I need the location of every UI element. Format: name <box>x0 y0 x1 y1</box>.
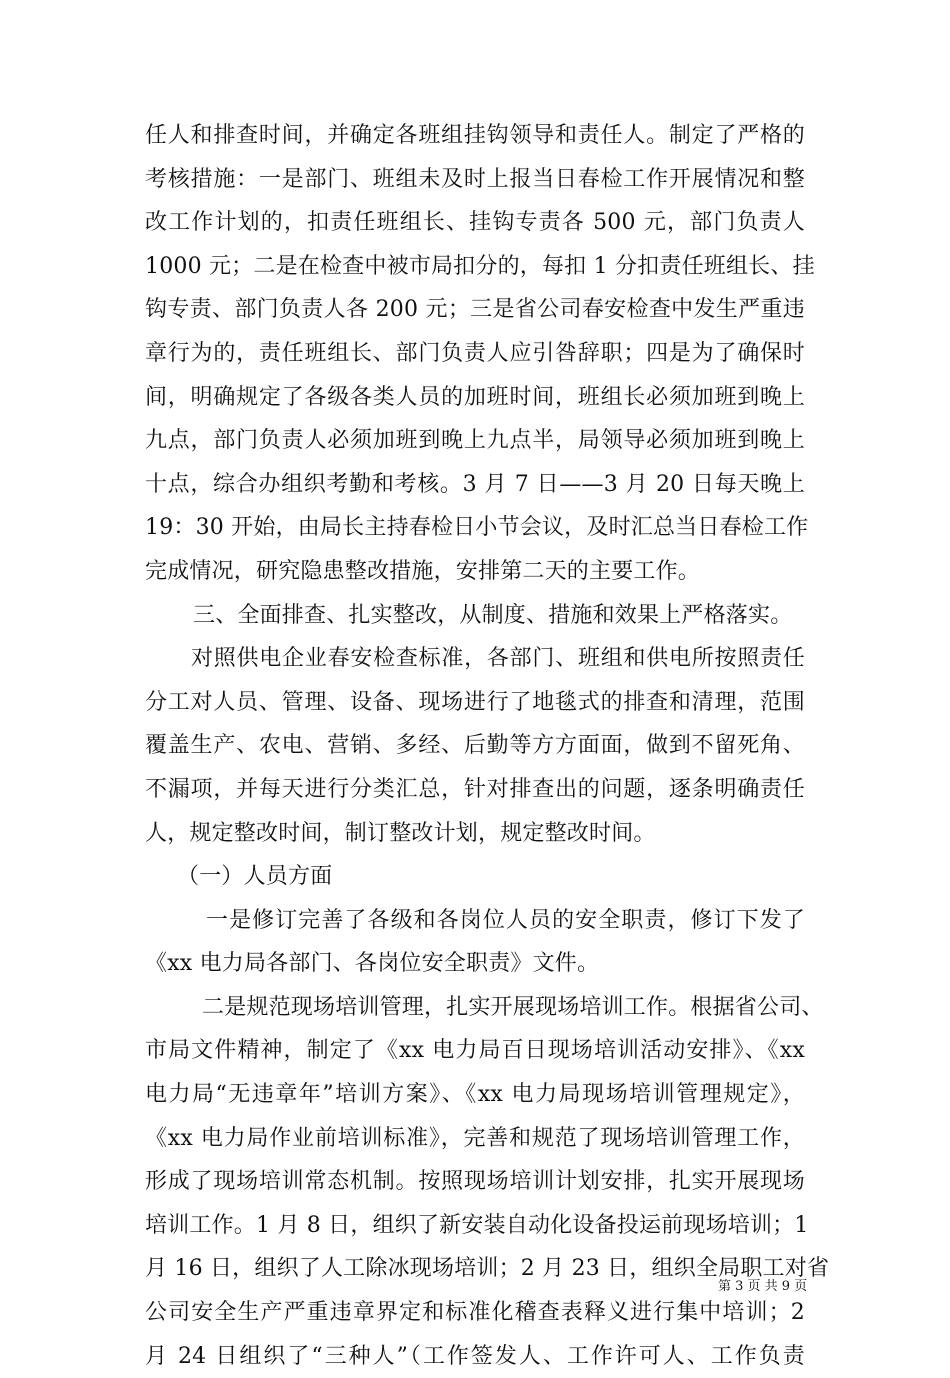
subsection-heading: （一）人员方面 <box>177 864 333 890</box>
body-line: 改工作计划的，扣责任班组长、挂钩专责各 500 元，部门负责人 <box>145 210 805 236</box>
body-line: 19：30 开始，由局长主持春检日小节会议，及时汇总当日春检工作 <box>145 515 809 541</box>
body-line: 电力局“无违章年”培训方案》、《xx 电力局现场培训管理规定》， <box>145 1082 805 1108</box>
document-body <box>145 114 830 1378</box>
body-line: 章行为的，责任班组长、部门负责人应引咎辞职；四是为了确保时 <box>145 340 805 366</box>
body-line: 公司安全生产严重违章界定和标准化稽查表释义进行集中培训；2 <box>145 1300 805 1326</box>
body-line: 覆盖生产、农电、营销、多经、后勤等方方面面，做到不留死角、 <box>145 733 805 759</box>
body-line: 完成情况，研究隐患整改措施，安排第二天的主要工作。 <box>145 558 701 584</box>
body-line: 《xx 电力局各部门、各岗位安全职责》文件。 <box>145 951 600 977</box>
body-line: 考核措施：一是部门、班组未及时上报当日春检工作开展情况和整 <box>145 166 805 192</box>
body-line: 十点，综合办组织考勤和考核。3 月 7 日——3 月 20 日每天晚上 <box>145 471 805 497</box>
body-line: 九点，部门负责人必须加班到晚上九点半，局领导必须加班到晚上 <box>145 428 805 454</box>
body-line: 形成了现场培训常态机制。按照现场培训计划安排，扎实开展现场 <box>145 1169 805 1195</box>
body-line: 任人和排查时间，并确定各班组挂钩领导和责任人。制定了严格的 <box>145 123 805 148</box>
section-heading: 三、全面排查、扎实整改，从制度、措施和效果上严格落实。 <box>193 602 793 628</box>
page-number: 第 3 页 共 9 页 <box>718 1279 808 1294</box>
body-line: 间，明确规定了各级各类人员的加班时间，班组长必须加班到晚上 <box>145 384 805 410</box>
body-line: 《xx 电力局作业前培训标准》，完善和规范了现场培训管理工作， <box>145 1125 805 1151</box>
body-line: 1000 元；二是在检查中被市局扣分的，每扣 1 分扣责任班组长、挂 <box>145 253 815 279</box>
body-line: 一是修订完善了各级和各岗位人员的安全职责，修订下发了 <box>206 907 805 933</box>
body-line: 市局文件精神，制定了《xx 电力局百日现场培训活动安排》、《xx <box>145 1038 805 1064</box>
body-line: 不漏项，并每天进行分类汇总，针对排查出的问题，逐条明确责任 <box>145 776 805 802</box>
body-line: 二是规范现场培训管理，扎实开展现场培训工作。根据省公司、 <box>202 994 824 1020</box>
body-line: 月 24 日组织了“三种人”（工作签发人、工作许可人、工作负责 <box>145 1343 805 1369</box>
body-line: 培训工作。1 月 8 日，组织了新安装自动化设备投运前现场培训；1 <box>145 1212 809 1238</box>
body-line: 月 16 日，组织了人工除冰现场培训；2 月 23 日，组织全局职工对省 <box>145 1256 830 1282</box>
body-line: 人，规定整改时间，制订整改计划，规定整改时间。 <box>145 820 656 846</box>
body-line: 对照供电企业春安检查标准，各部门、班组和供电所按照责任 <box>191 646 805 672</box>
body-line: 分工对人员、管理、设备、现场进行了地毯式的排查和清理，范围 <box>145 689 805 715</box>
body-line: 钩专责、部门负责人各 200 元；三是省公司春安检查中发生严重违 <box>145 297 805 323</box>
